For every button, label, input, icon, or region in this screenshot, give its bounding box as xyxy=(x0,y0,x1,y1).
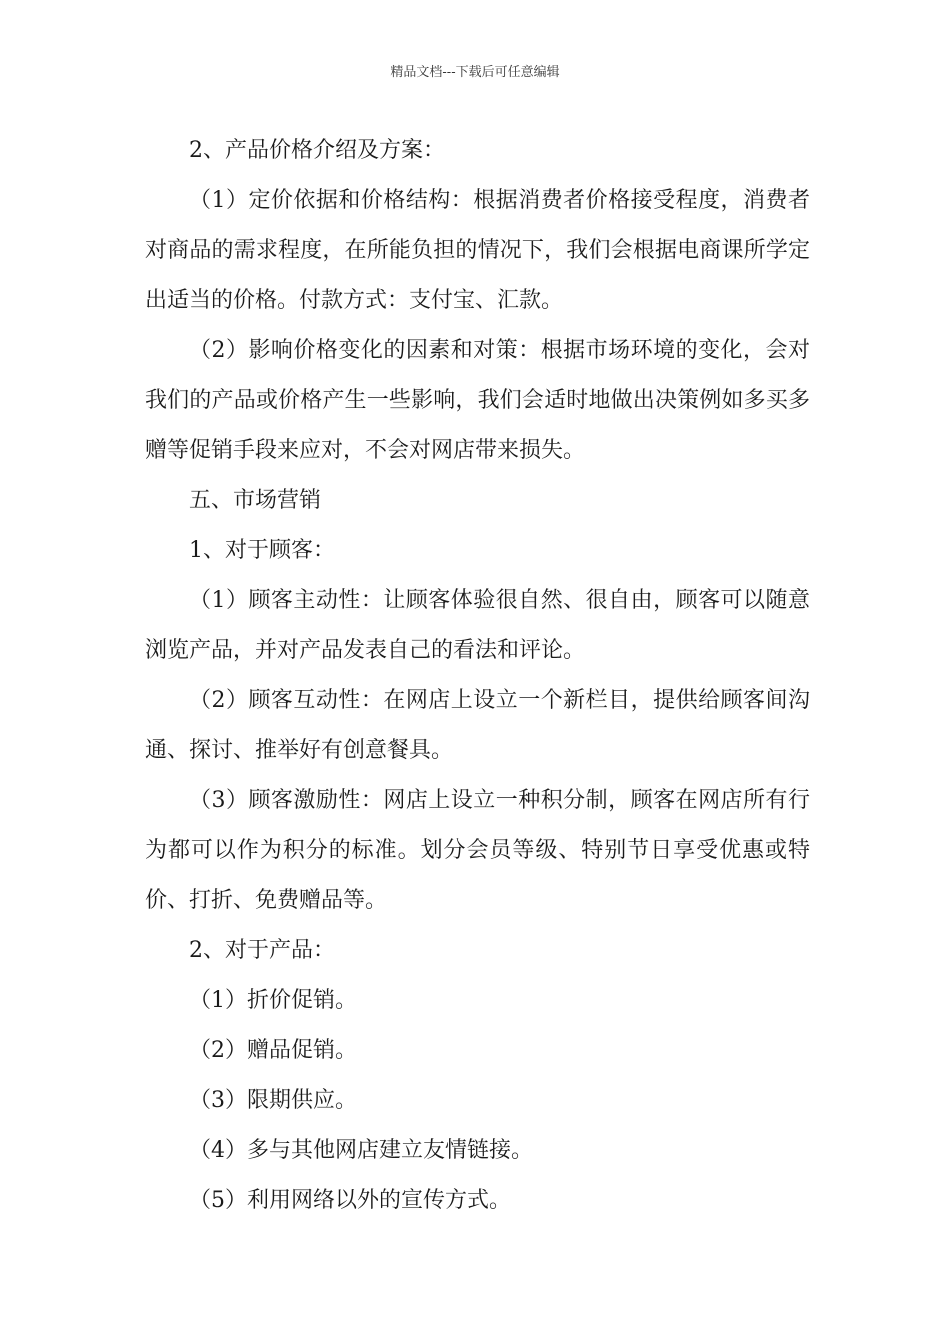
list-item-gift: （2）赠品促销。 xyxy=(189,1038,357,1063)
page-header: 精品文档---下载后可任意编辑 xyxy=(390,65,560,80)
paragraph-pricing-basis: （1）定价依据和价格结构：根据消费者价格接受程度，消费者对商品的需求程度，在所能负担的情况下，我们会根据电商课所学定出适当的价格。付款方式：支付宝、汇款。 xyxy=(145,188,810,313)
paragraph-customer-initiative: （1）顾客主动性：让顾客体验很自然、很自由，顾客可以随意浏览产品，并对产品发表自己的看法和评论。 xyxy=(145,588,810,663)
heading-marketing: 五、市场营销 xyxy=(189,488,322,513)
heading-customers: 1、对于顾客： xyxy=(189,538,335,563)
heading-price-plan: 2、产品价格介绍及方案： xyxy=(189,138,445,163)
list-item-offline-promotion: （5）利用网络以外的宣传方式。 xyxy=(189,1188,511,1213)
paragraph-customer-interaction: （2）顾客互动性：在网店上设立一个新栏目，提供给顾客间沟通、探讨、推举好有创意餐具。 xyxy=(145,688,810,763)
paragraph-price-factors: （2）影响价格变化的因素和对策：根据市场环境的变化，会对我们的产品或价格产生一些影响，我们会适时地做出决策例如多买多赠等促销手段来应对，不会对网店带来损失。 xyxy=(145,338,810,463)
list-item-friend-links: （4）多与其他网店建立友情链接。 xyxy=(189,1138,533,1163)
document-body xyxy=(145,126,810,1226)
list-item-limited-supply: （3）限期供应。 xyxy=(189,1088,357,1113)
paragraph-customer-incentive: （3）顾客激励性：网店上设立一种积分制，顾客在网店所有行为都可以作为积分的标准。划分会员等级、特别节日享受优惠或特价、打折、免费赠品等。 xyxy=(145,788,810,913)
list-item-discount: （1）折价促销。 xyxy=(189,988,357,1013)
heading-products: 2、对于产品： xyxy=(189,938,335,963)
